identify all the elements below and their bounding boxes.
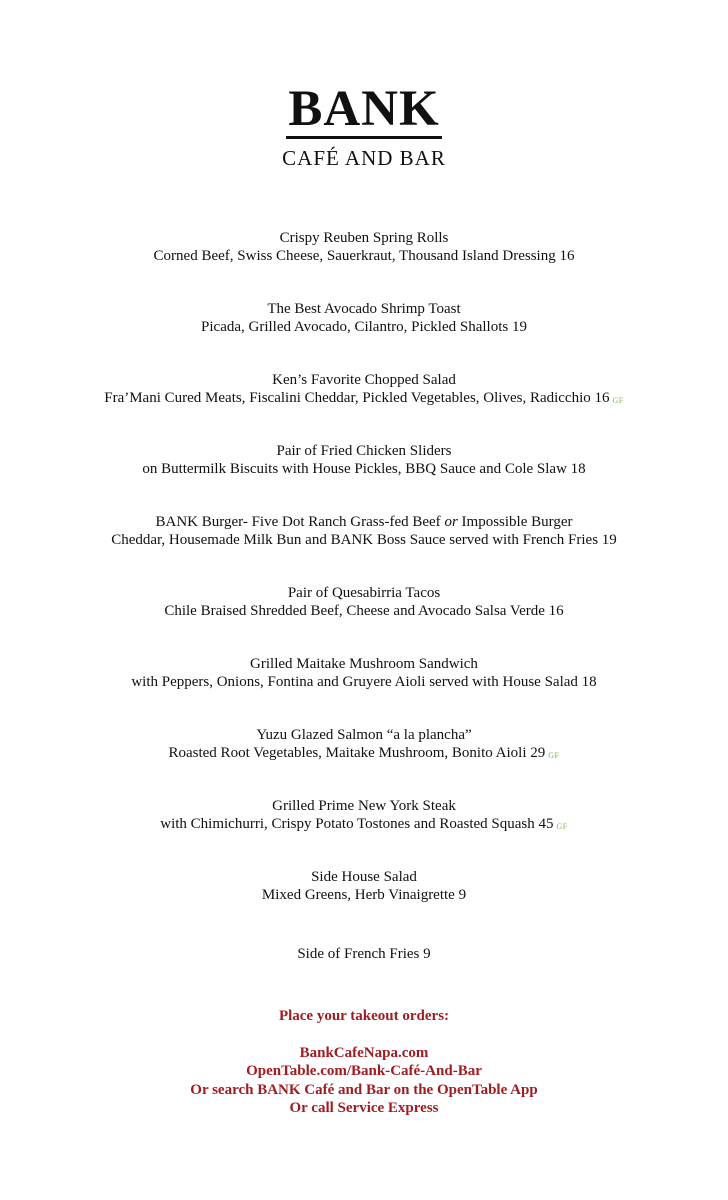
menu-item-description: with Chimichurri, Crispy Potato Tostones and Roasted Squash 45 (160, 816, 554, 832)
menu-item-ny-steak (0, 797, 728, 868)
takeout-opentable-app: Or search BANK Café and Bar on the OpenTable App (190, 1081, 538, 1098)
menu-item-description: with Peppers, Onions, Fontina and Gruyere Aioli served with House Salad 18 (131, 674, 597, 690)
takeout-opentable-url: OpenTable.com/Bank-Café-And-Bar (246, 1063, 482, 1079)
logo-title: BANK (288, 81, 440, 137)
menu-item-description: Cheddar, Housemade Milk Bun and BANK Boss Sauce served with French Fries 19 (111, 532, 617, 548)
menu-item-description: on Buttermilk Biscuits with House Pickles, BBQ Sauce and Cole Slaw 18 (142, 461, 586, 477)
menu-item-description-line (0, 815, 728, 836)
menu-item-description-line (0, 744, 728, 765)
menu-item-name-part: BANK Burger- Five Dot Ranch Grass-fed Beef (155, 514, 445, 530)
menu-item-reuben-spring-rolls (0, 229, 728, 300)
gluten-free-badge: GF (612, 396, 624, 405)
menu-item-name: Side House Salad (311, 869, 417, 885)
menu-item-avocado-shrimp-toast (0, 300, 728, 371)
menu-item-name: Crispy Reuben Spring Rolls (279, 230, 449, 246)
takeout-service-express: Or call Service Express (289, 1100, 439, 1116)
menu-item-name: Pair of Quesabirria Tacos (287, 585, 441, 601)
logo-subtitle: CAFÉ AND BAR (282, 146, 446, 170)
menu-item-name: Yuzu Glazed Salmon “a la plancha” (256, 727, 472, 743)
menu-item-maitake-sandwich (0, 655, 728, 726)
menu-list (0, 229, 728, 1016)
menu-item-bank-burger (0, 513, 728, 584)
menu-item-side-salad (0, 868, 728, 939)
menu-item-name: Grilled Prime New York Steak (272, 798, 456, 814)
menu-item-description: Roasted Root Vegetables, Maitake Mushroom, Bonito Aioli 29 (168, 745, 546, 761)
menu-item-description: Mixed Greens, Herb Vinaigrette 9 (261, 887, 467, 903)
takeout-info (0, 1007, 728, 1118)
menu-item-name: The Best Avocado Shrimp Toast (267, 301, 461, 317)
menu-item-name: Pair of Fried Chicken Sliders (276, 443, 452, 459)
menu-item-name-part: Impossible Burger (457, 514, 573, 530)
logo (0, 81, 728, 170)
menu-item-name: Grilled Maitake Mushroom Sandwich (250, 656, 478, 672)
takeout-heading: Place your takeout orders: (278, 1008, 450, 1024)
menu-item-name-or: or (444, 514, 458, 530)
gluten-free-badge: GF (548, 751, 560, 760)
menu-item-name: Ken’s Favorite Chopped Salad (272, 372, 456, 388)
takeout-website: BankCafeNapa.com (299, 1044, 429, 1061)
menu-item-name (0, 513, 728, 531)
menu-item-description-line (0, 389, 728, 410)
menu-item-description: Chile Braised Shredded Beef, Cheese and Avocado Salsa Verde 16 (164, 603, 564, 619)
menu-item-description: Corned Beef, Swiss Cheese, Sauerkraut, Thousand Island Dressing 16 (153, 248, 575, 264)
menu-item-side-fries (0, 939, 728, 1016)
menu-item-name: Side of French Fries 9 (297, 946, 431, 962)
menu-item-description: Fra’Mani Cured Meats, Fiscalini Cheddar, Pickled Vegetables, Olives, Radicchio 16 (104, 390, 610, 406)
menu-item-quesabirria-tacos (0, 584, 728, 655)
menu-item-chopped-salad (0, 371, 728, 442)
gluten-free-badge: GF (556, 822, 568, 831)
menu-item-chicken-sliders (0, 442, 728, 513)
menu-item-yuzu-salmon (0, 726, 728, 797)
menu-item-description: Picada, Grilled Avocado, Cilantro, Pickled Shallots 19 (201, 319, 527, 335)
